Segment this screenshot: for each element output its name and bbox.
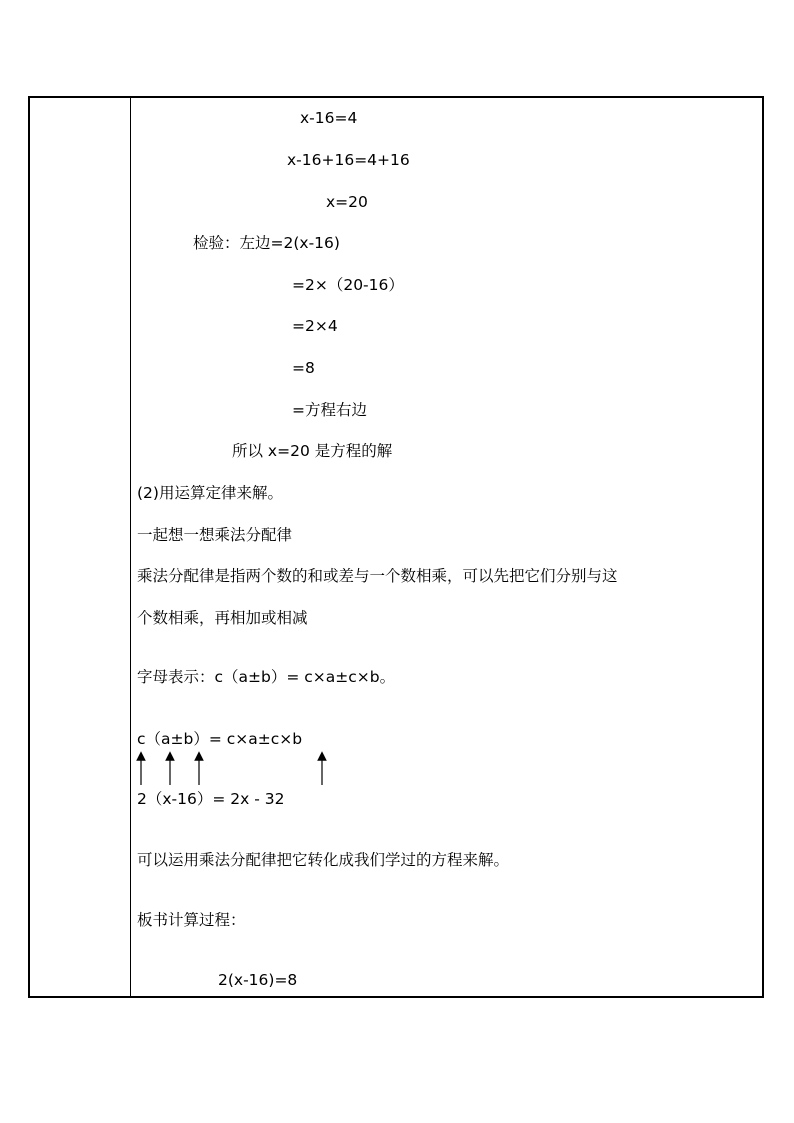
formula-top: c（a±b）= c×a±c×b — [137, 730, 303, 748]
board-heading: 板书计算过程： — [137, 911, 246, 929]
letter-formula: 字母表示：c（a±b）= c×a±c×b。 — [137, 668, 396, 686]
check-line-3: =2×4 — [292, 317, 338, 335]
conclusion-line: 所以 x=20 是方程的解 — [232, 442, 393, 460]
transform-note: 可以运用乘法分配律把它转化成我们学过的方程来解。 — [137, 851, 510, 869]
check-line-2: =2×（20-16） — [292, 276, 404, 294]
check-line-4: =8 — [292, 359, 315, 377]
check-line-5: =方程右边 — [292, 401, 367, 419]
equation-line-2: x-16+16=4+16 — [287, 151, 410, 169]
equation-line-1: x-16=4 — [300, 109, 358, 127]
method-heading: (2)用运算定律来解。 — [137, 484, 283, 502]
board-equation: 2(x-16)=8 — [218, 971, 298, 989]
definition-line-2: 个数相乘，再相加或相减 — [137, 609, 308, 627]
think-prompt: 一起想一想乘法分配律 — [137, 526, 293, 544]
check-line-1: 检验：左边=2(x-16) — [193, 234, 340, 252]
definition-line-1: 乘法分配律是指两个数的和或差与一个数相乘，可以先把它们分别与这 — [137, 567, 618, 585]
equation-line-3: x=20 — [326, 193, 368, 211]
formula-applied: 2（x-16）= 2x - 32 — [137, 790, 285, 808]
